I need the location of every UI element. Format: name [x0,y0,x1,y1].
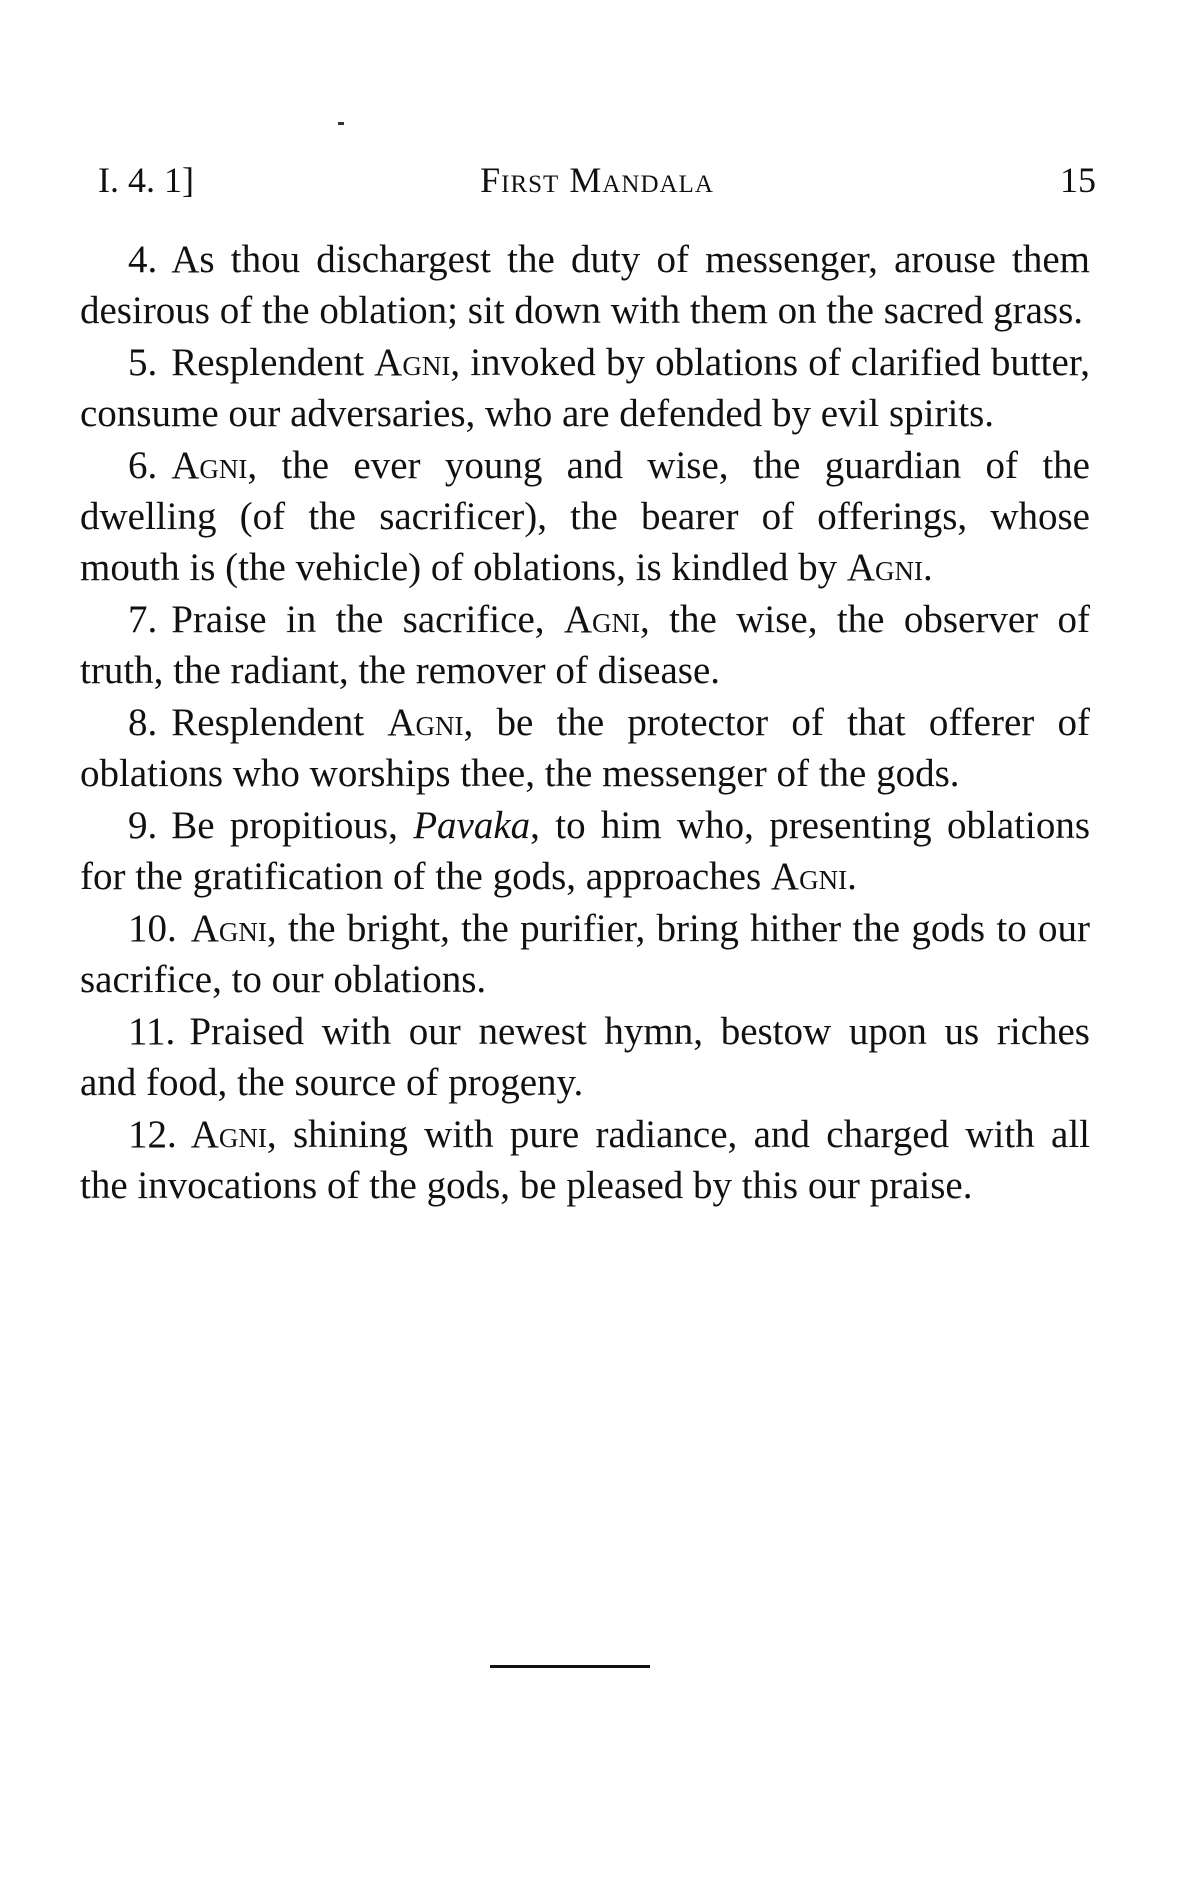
verse [80,1006,1090,1108]
name-smallcaps: Agni [171,444,248,487]
verse-number: 6. [128,444,158,487]
verse-text: , be the protector of that offerer of oblations who worships thee, the messenger of the gods. [80,701,1090,795]
verse-number: 4. [128,238,158,281]
name-smallcaps: Agni [563,598,641,641]
verse-text: Resplendent [171,701,388,744]
verse-text: , the ever young and wise, the guardian of the dwelling (of the sacrificer), the bearer of offerings, whose mouth is (the vehicle) of oblations, is kindled by [80,444,1090,589]
verse [80,440,1090,593]
verse [80,800,1090,902]
verse-number: 12. [128,1113,177,1156]
verse-text: Be propitious, [171,804,414,847]
verse-text: . [847,855,857,898]
verse [80,594,1090,696]
section-reference: I. 4. 1] [98,160,194,200]
verse-number: 10. [128,907,177,950]
verse-number: 11. [128,1010,176,1053]
running-header [98,156,1096,204]
verse-text: Praised with our newest hymn, bestow upon us riches and food, the source of progeny. [80,1010,1090,1104]
name-smallcaps: Agni [374,341,451,384]
name-smallcaps: Agni [770,855,848,898]
verse-number: 7. [128,598,158,641]
verse [80,903,1090,1005]
verse-text: Resplendent [171,341,375,384]
verse [80,234,1090,336]
verse [80,697,1090,799]
verse-text: , to him who, presenting oblations for the gratification of the gods, approaches [80,804,1090,898]
verse-text: , shining with pure radiance, and charged with all the invocations of the gods, be pleased by this our praise. [80,1113,1090,1207]
end-rule [490,1665,650,1668]
verse [80,1109,1090,1211]
verse [80,337,1090,439]
name-smallcaps: Agni [387,701,464,744]
term-italic: Pavaka [413,804,531,847]
name-smallcaps: Agni [846,546,924,589]
verse-text: , invoked by oblations of clarified butter, consume our adversaries, who are defended by evil spirits. [80,341,1090,435]
verse-list [80,234,1090,1212]
print-speck [338,122,344,125]
verse-number: 5. [128,341,158,384]
verse-text: Praise in the sacrifice, [171,598,564,641]
verse-number: 8. [128,701,158,744]
page-number: 15 [1060,160,1096,200]
name-smallcaps: Agni [190,907,267,950]
verse-text: As thou dischargest the duty of messenger, arouse them desirous of the oblation; sit down with them on the sacred grass. [80,238,1090,332]
verse-text: . [923,546,933,589]
verse-text: , the bright, the purifier, bring hither the gods to our sacrifice, to our oblations. [80,907,1090,1001]
verse-number: 9. [128,804,158,847]
verse-text: , the wise, the observer of truth, the radiant, the remover of disease. [80,598,1090,692]
name-smallcaps: Agni [190,1113,267,1156]
page-title: First Mandala [480,160,714,200]
